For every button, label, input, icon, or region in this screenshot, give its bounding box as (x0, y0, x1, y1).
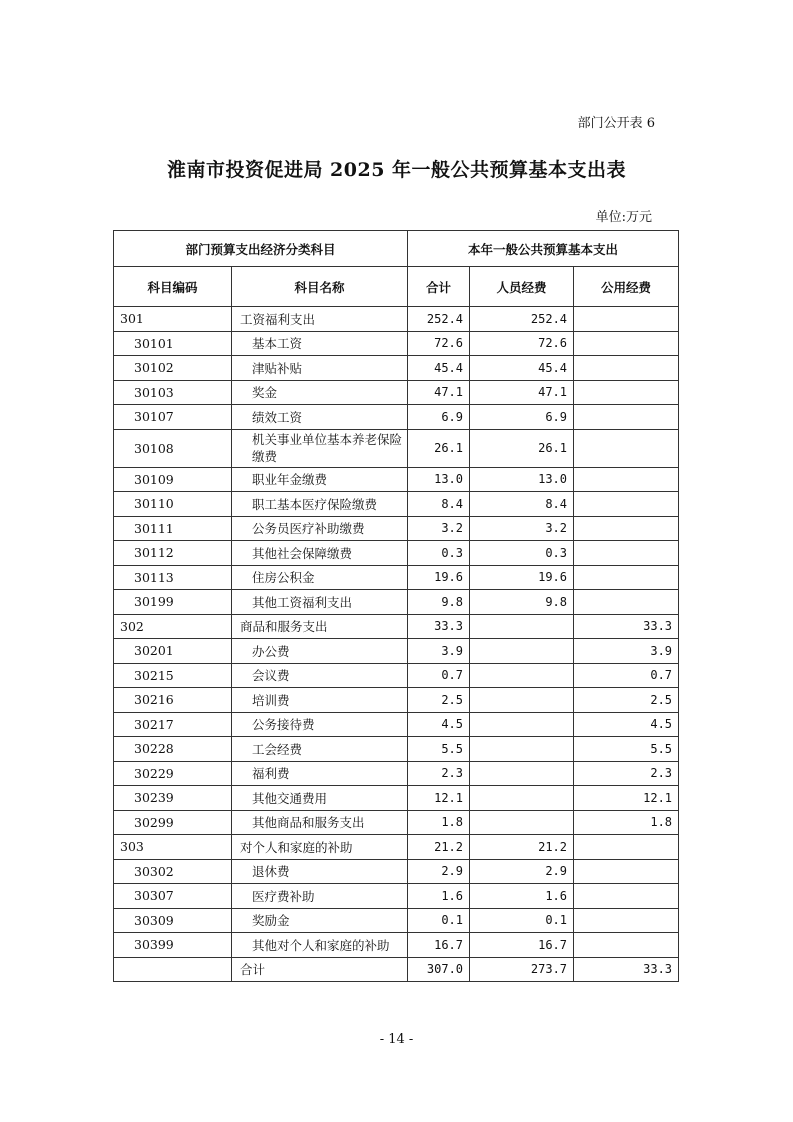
cell-name: 职业年金缴费 (232, 467, 408, 492)
cell-total: 0.7 (408, 663, 470, 688)
header-total: 合计 (408, 267, 470, 307)
cell-total: 2.3 (408, 761, 470, 786)
cell-public: 2.3 (574, 761, 679, 786)
cell-total: 5.5 (408, 737, 470, 762)
cell-code: 302 (114, 614, 232, 639)
cell-public (574, 492, 679, 517)
cell-total: 307.0 (408, 957, 470, 982)
cell-name: 福利费 (232, 761, 408, 786)
table-row (114, 908, 679, 933)
cell-personnel: 252.4 (470, 307, 574, 332)
cell-personnel (470, 737, 574, 762)
table-row (114, 590, 679, 615)
cell-name: 基本工资 (232, 331, 408, 356)
cell-name: 奖金 (232, 380, 408, 405)
budget-table (113, 230, 679, 982)
cell-name: 其他商品和服务支出 (232, 810, 408, 835)
cell-personnel: 26.1 (470, 429, 574, 467)
table-row (114, 565, 679, 590)
cell-name: 绩效工资 (232, 405, 408, 430)
cell-public (574, 859, 679, 884)
cell-name: 其他对个人和家庭的补助 (232, 933, 408, 958)
cell-code: 30110 (114, 492, 232, 517)
unit-label: 单位:万元 (595, 210, 652, 225)
cell-total: 13.0 (408, 467, 470, 492)
cell-name: 培训费 (232, 688, 408, 713)
cell-total: 1.6 (408, 884, 470, 909)
header-name: 科目名称 (232, 267, 408, 307)
header-public: 公用经费 (574, 267, 679, 307)
table-row (114, 639, 679, 664)
cell-name: 奖励金 (232, 908, 408, 933)
cell-name: 职工基本医疗保险缴费 (232, 492, 408, 517)
cell-personnel: 19.6 (470, 565, 574, 590)
table-row (114, 933, 679, 958)
cell-public (574, 429, 679, 467)
cell-total: 21.2 (408, 835, 470, 860)
table-row (114, 405, 679, 430)
cell-code: 303 (114, 835, 232, 860)
cell-personnel (470, 761, 574, 786)
cell-public (574, 933, 679, 958)
table-row (114, 835, 679, 860)
cell-code: 30228 (114, 737, 232, 762)
table-row (114, 810, 679, 835)
cell-total: 0.3 (408, 541, 470, 566)
table-row (114, 429, 679, 467)
cell-total: 45.4 (408, 356, 470, 381)
cell-personnel: 2.9 (470, 859, 574, 884)
cell-code: 30215 (114, 663, 232, 688)
cell-personnel: 21.2 (470, 835, 574, 860)
cell-name: 其他工资福利支出 (232, 590, 408, 615)
cell-public: 2.5 (574, 688, 679, 713)
cell-public (574, 307, 679, 332)
table-row (114, 737, 679, 762)
cell-code: 30102 (114, 356, 232, 381)
table-row (114, 467, 679, 492)
cell-code: 30101 (114, 331, 232, 356)
table-row (114, 884, 679, 909)
cell-name: 合计 (232, 957, 408, 982)
cell-public: 1.8 (574, 810, 679, 835)
page-number: - 14 - (379, 1032, 414, 1047)
cell-code: 30309 (114, 908, 232, 933)
cell-public: 4.5 (574, 712, 679, 737)
header-code: 科目编码 (114, 267, 232, 307)
cell-personnel: 72.6 (470, 331, 574, 356)
cell-code: 301 (114, 307, 232, 332)
table-body (114, 307, 679, 982)
cell-public (574, 835, 679, 860)
cell-personnel: 0.1 (470, 908, 574, 933)
table-row (114, 380, 679, 405)
table-row (114, 663, 679, 688)
cell-total: 12.1 (408, 786, 470, 811)
cell-name: 办公费 (232, 639, 408, 664)
table-row (114, 786, 679, 811)
cell-code: 30107 (114, 405, 232, 430)
cell-code: 30201 (114, 639, 232, 664)
cell-personnel (470, 810, 574, 835)
cell-public: 3.9 (574, 639, 679, 664)
table-row (114, 688, 679, 713)
cell-public: 0.7 (574, 663, 679, 688)
cell-code: 30302 (114, 859, 232, 884)
table-row (114, 492, 679, 517)
cell-personnel: 1.6 (470, 884, 574, 909)
cell-total: 26.1 (408, 429, 470, 467)
cell-code (114, 957, 232, 982)
cell-code: 30239 (114, 786, 232, 811)
cell-name: 公务接待费 (232, 712, 408, 737)
cell-total: 16.7 (408, 933, 470, 958)
table-row (114, 356, 679, 381)
cell-personnel (470, 663, 574, 688)
cell-name: 医疗费补助 (232, 884, 408, 909)
cell-personnel: 13.0 (470, 467, 574, 492)
cell-code: 30216 (114, 688, 232, 713)
cell-total: 19.6 (408, 565, 470, 590)
table-row (114, 712, 679, 737)
cell-name: 会议费 (232, 663, 408, 688)
cell-name: 机关事业单位基本养老保险缴费 (232, 429, 408, 467)
cell-code: 30229 (114, 761, 232, 786)
cell-personnel (470, 639, 574, 664)
header-row-columns (114, 267, 679, 307)
cell-total: 33.3 (408, 614, 470, 639)
table-row (114, 307, 679, 332)
cell-code: 30199 (114, 590, 232, 615)
cell-public (574, 590, 679, 615)
cell-personnel (470, 688, 574, 713)
page-title: 淮南市投资促进局 2025 年一般公共预算基本支出表 (166, 159, 627, 181)
cell-name: 工资福利支出 (232, 307, 408, 332)
cell-personnel: 8.4 (470, 492, 574, 517)
cell-personnel: 6.9 (470, 405, 574, 430)
cell-personnel: 47.1 (470, 380, 574, 405)
cell-public: 12.1 (574, 786, 679, 811)
cell-personnel: 273.7 (470, 957, 574, 982)
cell-total: 47.1 (408, 380, 470, 405)
cell-code: 30109 (114, 467, 232, 492)
cell-code: 30111 (114, 516, 232, 541)
cell-name: 其他交通费用 (232, 786, 408, 811)
cell-code: 30113 (114, 565, 232, 590)
cell-name: 津贴补贴 (232, 356, 408, 381)
cell-personnel: 9.8 (470, 590, 574, 615)
cell-public (574, 331, 679, 356)
cell-name: 住房公积金 (232, 565, 408, 590)
cell-name: 工会经费 (232, 737, 408, 762)
table-row (114, 859, 679, 884)
cell-name: 公务员医疗补助缴费 (232, 516, 408, 541)
cell-public (574, 565, 679, 590)
table-row (114, 331, 679, 356)
cell-public: 33.3 (574, 957, 679, 982)
cell-public (574, 405, 679, 430)
header-group-left: 部门预算支出经济分类科目 (114, 231, 408, 267)
cell-public (574, 516, 679, 541)
table-row (114, 761, 679, 786)
cell-code: 30307 (114, 884, 232, 909)
cell-personnel (470, 712, 574, 737)
cell-public (574, 541, 679, 566)
cell-name: 其他社会保障缴费 (232, 541, 408, 566)
cell-personnel: 16.7 (470, 933, 574, 958)
header-group-right: 本年一般公共预算基本支出 (408, 231, 679, 267)
cell-name: 退休费 (232, 859, 408, 884)
table-row (114, 957, 679, 982)
cell-code: 30112 (114, 541, 232, 566)
cell-name: 对个人和家庭的补助 (232, 835, 408, 860)
cell-public (574, 908, 679, 933)
cell-public (574, 380, 679, 405)
cell-total: 4.5 (408, 712, 470, 737)
cell-total: 3.2 (408, 516, 470, 541)
cell-public: 5.5 (574, 737, 679, 762)
cell-code: 30103 (114, 380, 232, 405)
cell-public (574, 467, 679, 492)
cell-total: 2.5 (408, 688, 470, 713)
cell-total: 8.4 (408, 492, 470, 517)
cell-total: 6.9 (408, 405, 470, 430)
cell-total: 72.6 (408, 331, 470, 356)
cell-public (574, 356, 679, 381)
cell-code: 30217 (114, 712, 232, 737)
cell-personnel (470, 614, 574, 639)
cell-total: 9.8 (408, 590, 470, 615)
cell-code: 30399 (114, 933, 232, 958)
cell-total: 2.9 (408, 859, 470, 884)
header-row-group (114, 231, 679, 267)
cell-code: 30108 (114, 429, 232, 467)
cell-personnel: 0.3 (470, 541, 574, 566)
header-personnel: 人员经费 (470, 267, 574, 307)
cell-personnel: 45.4 (470, 356, 574, 381)
cell-code: 30299 (114, 810, 232, 835)
page-label: 部门公开表 6 (577, 116, 655, 131)
table-row (114, 541, 679, 566)
cell-public: 33.3 (574, 614, 679, 639)
cell-public (574, 884, 679, 909)
cell-personnel (470, 786, 574, 811)
cell-total: 3.9 (408, 639, 470, 664)
cell-name: 商品和服务支出 (232, 614, 408, 639)
cell-total: 0.1 (408, 908, 470, 933)
table-row (114, 516, 679, 541)
cell-total: 252.4 (408, 307, 470, 332)
table-row (114, 614, 679, 639)
cell-total: 1.8 (408, 810, 470, 835)
cell-personnel: 3.2 (470, 516, 574, 541)
